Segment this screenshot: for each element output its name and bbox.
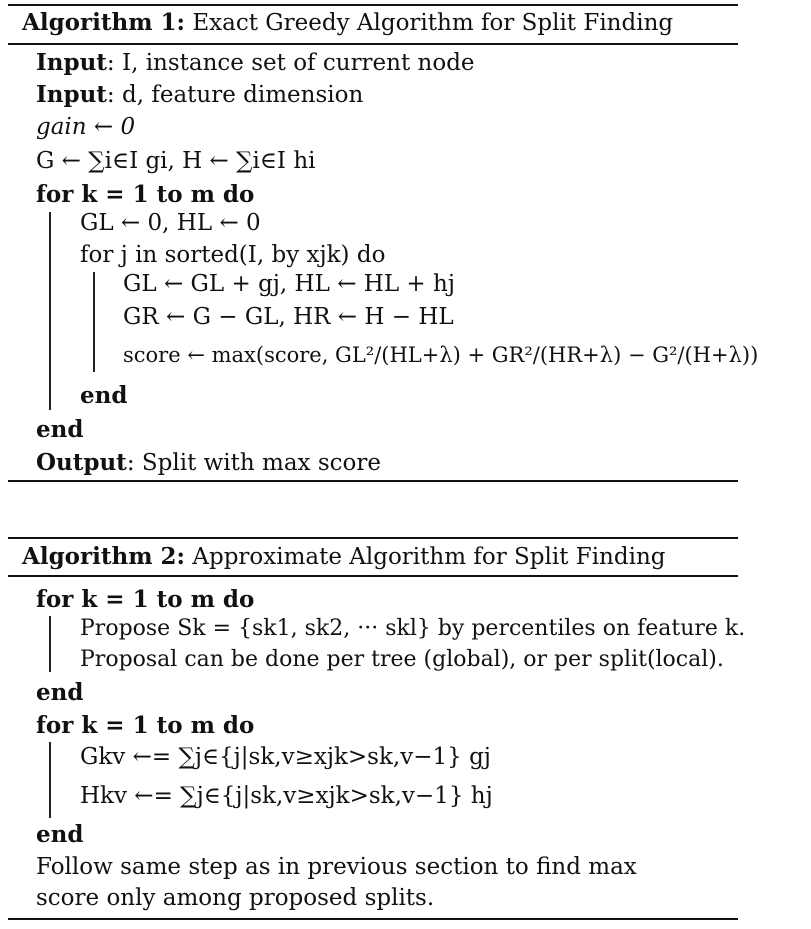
alg2-caption bbox=[22, 545, 666, 569]
alg1-for-k: for k = 1 to m do bbox=[36, 181, 255, 208]
alg1-line-G-H: G ← ∑i∈I gi, H ← ∑i∈I hi bbox=[36, 148, 316, 174]
alg1-top-rule bbox=[8, 4, 738, 6]
alg2-G-kv: Gkv ←= ∑j∈{j|sk,v≥xjk>sk,v−1} gj bbox=[80, 744, 491, 770]
alg1-line-gain: gain ← 0 bbox=[36, 114, 136, 140]
alg2-caption-label: Algorithm 2: bbox=[22, 543, 186, 570]
alg1-init-GL-HL: GL ← 0, HL ← 0 bbox=[80, 210, 261, 236]
alg2-for-k-1: for k = 1 to m do bbox=[36, 586, 255, 613]
alg2-end-2: end bbox=[36, 821, 84, 848]
alg1-bottom-rule bbox=[8, 480, 738, 482]
alg1-score: score ← max(score, GL²/(HL+λ) + GR²/(HR+λ) − G²/(H+λ)) bbox=[123, 343, 759, 367]
alg2-loop2-bar bbox=[49, 742, 51, 818]
alg1-caption bbox=[22, 11, 673, 35]
alg2-caption-title: Approximate Algorithm for Split Finding bbox=[192, 544, 666, 570]
alg1-caption-title: Exact Greedy Algorithm for Split Finding bbox=[192, 10, 674, 36]
alg1-end-outer: end bbox=[36, 416, 84, 443]
alg1-outer-loop-bar bbox=[49, 212, 51, 410]
alg1-output: Output: Split with max score bbox=[36, 449, 381, 476]
alg2-top-rule bbox=[8, 537, 738, 539]
alg1-update-L: GL ← GL + gj, HL ← HL + hj bbox=[123, 271, 455, 297]
alg2-for-k-2: for k = 1 to m do bbox=[36, 712, 255, 739]
alg1-input2: Input: d, feature dimension bbox=[36, 81, 364, 108]
alg1-input1: Input: I, instance set of current node bbox=[36, 49, 475, 76]
alg2-follow-1: Follow same step as in previous section to find max bbox=[36, 854, 637, 880]
alg1-for-j: for j in sorted(I, by xjk) do bbox=[80, 242, 386, 268]
alg1-caption-rule bbox=[8, 43, 738, 45]
alg2-proposal: Proposal can be done per tree (global), or per split(local). bbox=[80, 647, 724, 672]
alg1-update-R: GR ← G − GL, HR ← H − HL bbox=[123, 304, 454, 330]
alg1-inner-loop-bar bbox=[93, 272, 95, 372]
alg2-bottom-rule bbox=[8, 918, 738, 920]
alg2-propose: Propose Sk = {sk1, sk2, ··· skl} by percentiles on feature k. bbox=[80, 616, 746, 641]
alg2-caption-rule bbox=[8, 575, 738, 577]
alg2-end-1: end bbox=[36, 679, 84, 706]
alg2-follow-2: score only among proposed splits. bbox=[36, 885, 435, 911]
alg2-loop1-bar bbox=[49, 616, 51, 672]
alg1-caption-label: Algorithm 1: bbox=[22, 9, 186, 36]
alg1-end-inner: end bbox=[80, 382, 128, 409]
alg2-H-kv: Hkv ←= ∑j∈{j|sk,v≥xjk>sk,v−1} hj bbox=[80, 783, 493, 809]
